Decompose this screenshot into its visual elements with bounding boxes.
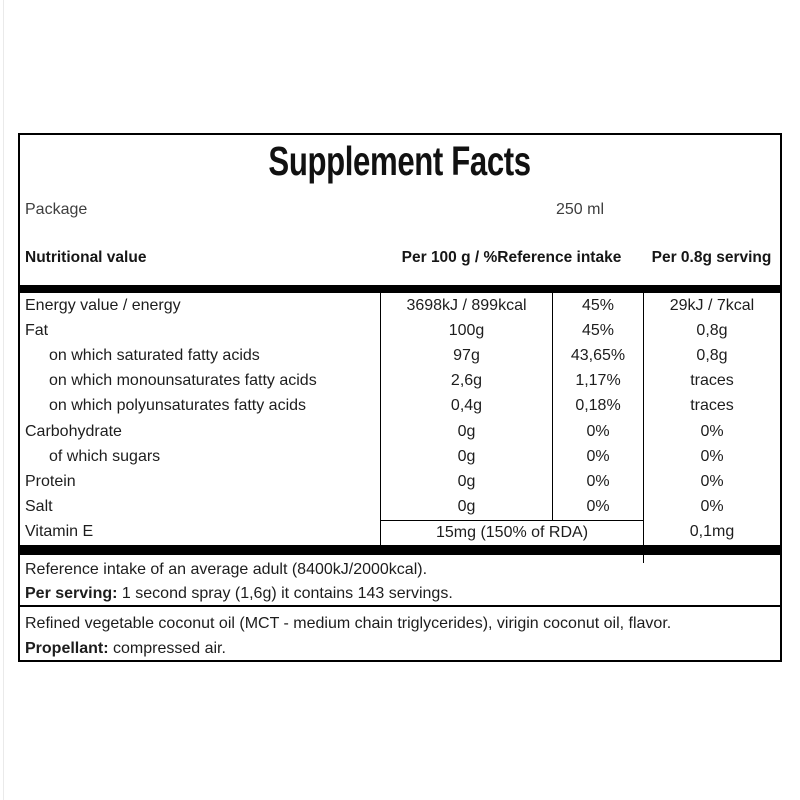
vitamin-e-merged-value: 15mg (150% of RDA) [380,520,643,545]
table-row-protein [20,469,780,494]
header-per-100g-reference-intake: Per 100 g / %Reference intake [401,249,622,266]
nutrient-name: Energy value / energy [25,296,181,314]
per-serving-value: traces [643,369,780,394]
per-100g-value: 2,6g [380,369,552,394]
reference-intake-note: Reference intake of an average adult (8400kJ/2000kcal). [25,561,428,578]
per-100g-value: 0g [380,419,552,444]
table-row-salt [20,495,780,520]
nutrition-table-body [20,293,780,545]
nutrient-name: Vitamin E [25,523,94,541]
reference-intake-value: 0,18% [552,394,643,419]
supplement-facts-panel [18,133,782,662]
table-row-energy [20,293,780,318]
table-row-fat [20,318,780,343]
package-label: Package [25,201,88,218]
header-per-serving: Per 0.8g serving [651,249,772,266]
reference-intake-section [20,555,780,607]
per-serving-value: 0% [643,419,780,444]
reference-intake-value: 45% [552,293,643,318]
per-100g-value: 0g [380,469,552,494]
propellant-text: compressed air. [108,640,226,657]
thick-divider-bottom [20,545,780,555]
ingredients-list: Refined vegetable coconut oil (MCT - medium chain triglycerides), virigin coconut oil, flavor. [25,615,672,632]
reference-intake-value: 0% [552,444,643,469]
nutrient-name: on which saturated fatty acids [49,346,260,364]
header-nutritional-value: Nutritional value [25,249,147,266]
table-row-carbohydrate [20,419,780,444]
propellant-note [25,636,780,661]
nutrient-name: on which polyunsaturates fatty acids [49,397,307,415]
per-100g-value: 100g [380,318,552,343]
title-wrap [20,135,780,186]
per-100g-value: 97g [380,343,552,368]
per-serving-value: 0,8g [643,343,780,368]
table-row-vitamin-e [20,520,780,545]
nutrient-name: on which monounsaturates fatty acids [49,372,317,390]
per-serving-value: 0% [643,444,780,469]
nutrient-name: Salt [25,498,53,516]
reference-intake-value: 1,17% [552,369,643,394]
left-edge-artifact [3,0,4,800]
per-serving-note [25,582,780,606]
per-100g-value: 0g [380,495,552,520]
page-title: Supplement Facts [268,138,532,184]
per-serving-value: traces [643,394,780,419]
nutrient-name: of which sugars [49,447,161,465]
table-row-saturated-fat [20,343,780,368]
table-row-sugars [20,444,780,469]
table-row-monounsaturates [20,369,780,394]
per-serving-value: 29kJ / 7kcal [643,293,780,318]
label-head [20,135,780,285]
ingredients-section [20,607,780,660]
reference-intake-value: 43,65% [552,343,643,368]
per-serving-value: 0% [643,469,780,494]
per-100g-value: 3698kJ / 899kcal [380,293,552,318]
per-100g-value: 0,4g [380,394,552,419]
reference-intake-value: 0% [552,469,643,494]
table-row-polyunsaturates [20,394,780,419]
per-100g-value: 0g [380,444,552,469]
package-row [20,201,780,223]
per-serving-value: 0% [643,495,780,520]
per-serving-value: 0,1mg [643,520,780,545]
thick-divider-top [20,285,780,293]
reference-intake-value: 0% [552,419,643,444]
package-value: 250 ml [556,201,605,218]
per-serving-note-label: Per serving: [25,585,118,602]
reference-intake-value: 0% [552,495,643,520]
propellant-label: Propellant: [25,640,109,657]
per-serving-value: 0,8g [643,318,780,343]
reference-intake-value: 45% [552,318,643,343]
nutrient-name: Protein [25,472,76,490]
column-divider-stub [643,555,644,563]
nutrient-name: Fat [25,321,49,339]
nutrient-name: Carbohydrate [25,422,122,440]
per-serving-note-text: 1 second spray (1,6g) it contains 143 servings. [117,585,453,602]
table-header-row [20,249,780,267]
